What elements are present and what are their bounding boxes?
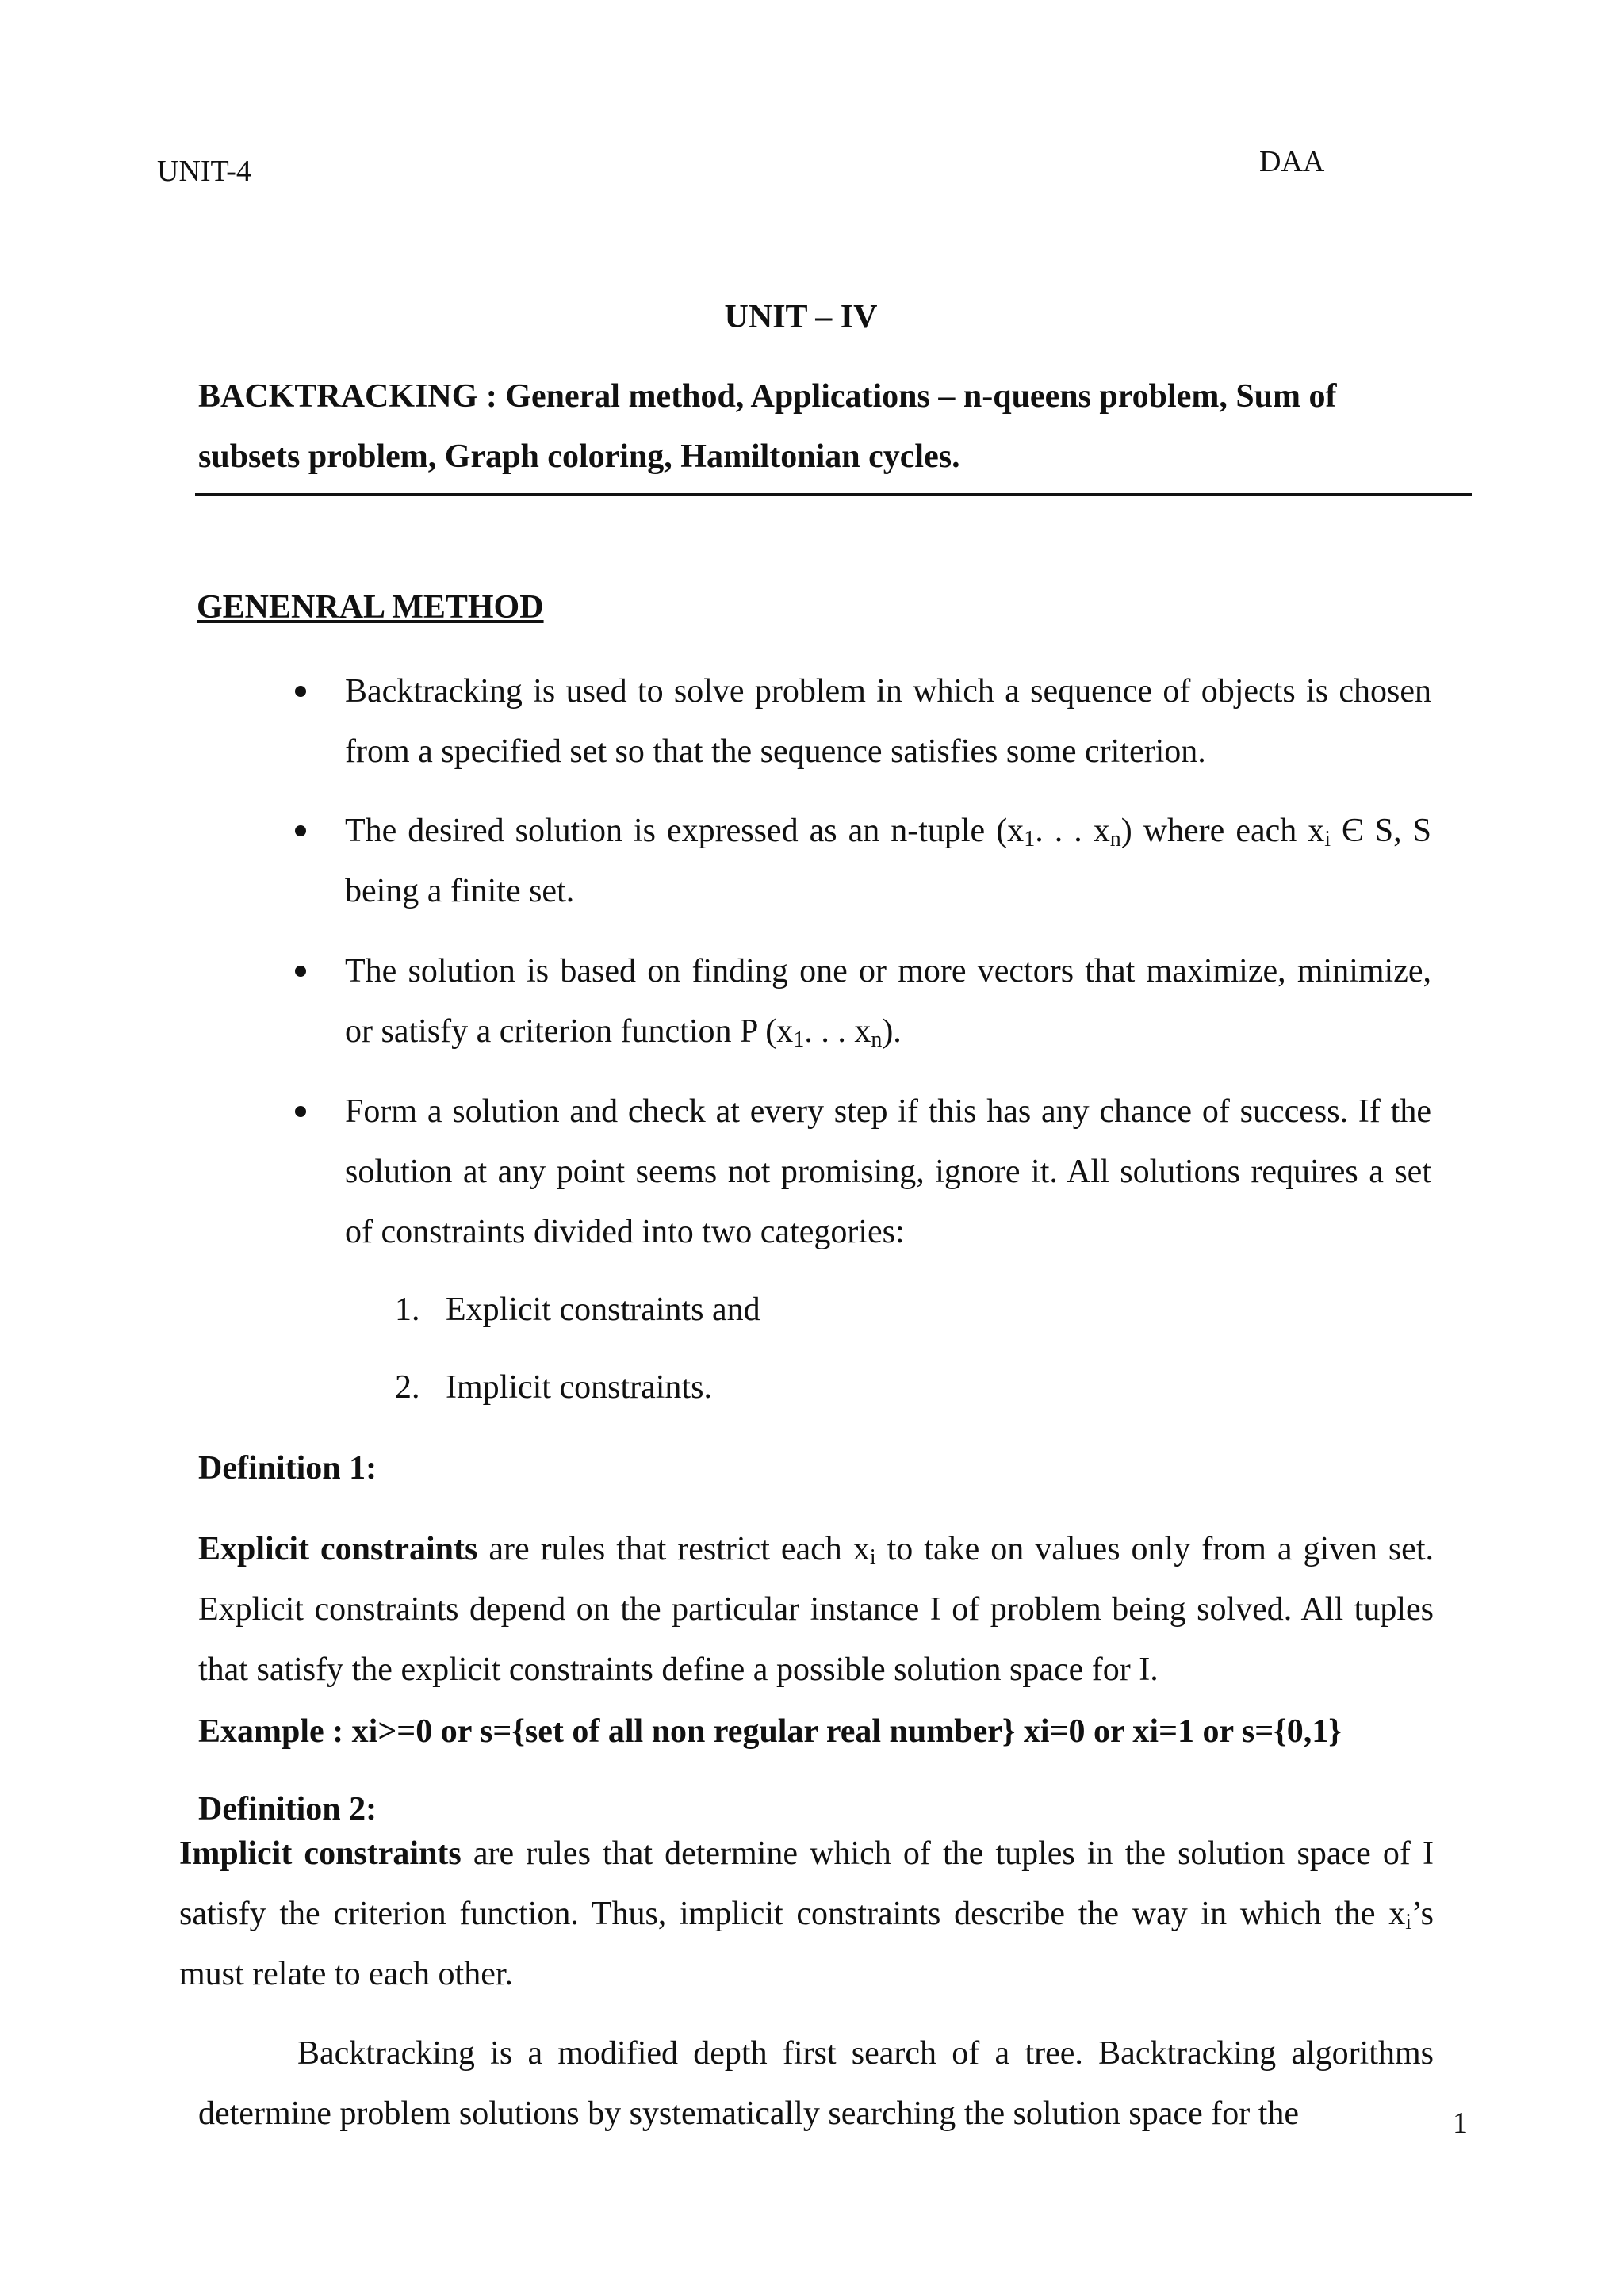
bullet-dot-icon <box>295 966 306 977</box>
list-item-1: Explicit constraints and <box>446 1292 760 1328</box>
bullet-dot-icon <box>295 825 306 836</box>
bullet-1: Backtracking is used to solve problem in which a sequence of objects is chosen from a specified set so that the sequence satisfies some criterion. <box>345 673 1431 770</box>
definition-2-heading: Definition 2: <box>198 1791 377 1827</box>
definition-1-example: Example : xi>=0 or s={set of all non regular real number} xi=0 or xi=1 or s={0,1} <box>198 1713 1342 1750</box>
section-heading: GENENRAL METHOD <box>197 589 544 626</box>
bullet-dot-icon <box>295 1106 306 1117</box>
list-number-2: 2. <box>395 1369 420 1406</box>
page-number: 1 <box>1453 2107 1468 2140</box>
bullet-2: The desired solution is expressed as an n-tuple ($x_1$. . . $x_n$) where each $x_i$ Є S, S being a finite set. <box>345 813 1431 909</box>
bullet-4: Form a solution and check at every step if this has any chance of success. If the solution at any point seems not promising, ignore it. All solutions requires a set of constraints divided into two categories: <box>345 1093 1431 1250</box>
bullet-3: The solution is based on finding one or more vectors that maximize, minimize, or satisfy a criterion function P ($x_1$. . . $x_n$). <box>345 953 1431 1052</box>
closing-paragraph: Backtracking is a modified depth first search of a tree. Backtracking algorithms determine problem solutions by systematically searching the solution space for the <box>198 2035 1434 2132</box>
bullet-dot-icon <box>295 686 306 697</box>
header-left: UNIT-4 <box>157 155 251 188</box>
list-item-2: Implicit constraints. <box>446 1369 712 1406</box>
title-divider <box>195 493 1472 496</box>
definition-2-text: Implicit constraints are rules that determine which of the tuples in the solution space of I satisfy the criterion function. Thus, implicit constraints describe the way in which the $x_i’s$ must relate to each other. <box>179 1835 1434 1992</box>
definition-1-text: Explicit constraints are rules that restrict each $x_i$ to take on values only from a given set. Explicit constraints depend on the particular instance I of problem being solved. All tuples that satisfy the explicit constraints define a possible solution space for I. <box>198 1531 1434 1688</box>
header-right: DAA <box>1259 145 1325 178</box>
unit-title-text: UNIT – IV <box>724 299 878 335</box>
topic-line-1: BACKTRACKING : General method, Applications – n-queens problem, Sum of <box>198 378 1337 415</box>
list-number-1: 1. <box>395 1292 420 1328</box>
definition-1-heading: Definition 1: <box>198 1450 377 1487</box>
topic-line-2: subsets problem, Graph coloring, Hamiltonian cycles. <box>198 438 960 475</box>
unit-title <box>0 298 1624 336</box>
